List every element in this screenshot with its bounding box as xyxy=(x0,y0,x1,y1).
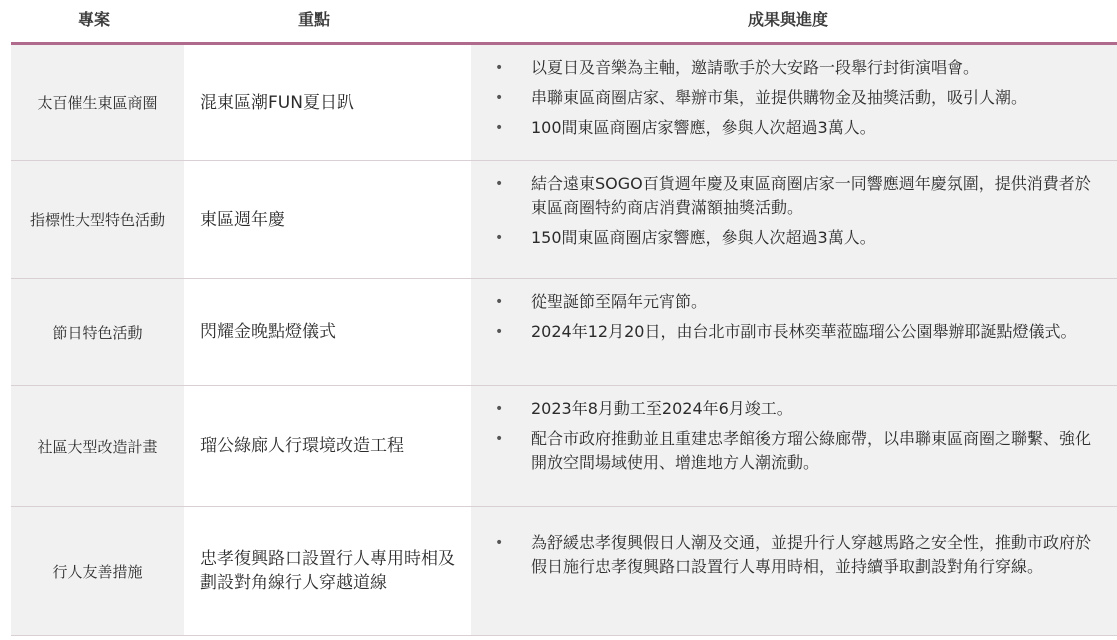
table-header xyxy=(0,0,1117,40)
result-text: 配合市政府推動並且重建忠孝館後方瑠公綠廊帶，以串聯東區商圈之聯繫、強化開放空間場域使用、增進地方人潮流動。 xyxy=(531,429,1092,472)
project-cell: 太百催生東區商圈 xyxy=(11,45,184,160)
project-cell: 社區大型改造計畫 xyxy=(11,386,184,506)
result-item xyxy=(485,427,1103,475)
focus-cell: 忠孝復興路口設置行人專用時相及劃設對角線行人穿越道線 xyxy=(186,507,469,635)
results-cell xyxy=(471,507,1117,635)
result-text: 串聯東區商圈店家、舉辦市集，並提供購物金及抽獎活動，吸引人潮。 xyxy=(531,88,1028,107)
result-item xyxy=(485,397,1103,421)
table-row xyxy=(11,161,1117,279)
result-item xyxy=(485,290,1103,314)
results-cell xyxy=(471,161,1117,278)
bullet-icon: • xyxy=(495,324,504,340)
bullet-icon: • xyxy=(495,431,504,447)
bullet-icon: • xyxy=(495,60,504,76)
header-project: 專案 xyxy=(78,10,111,29)
focus-cell: 瑠公綠廊人行環境改造工程 xyxy=(186,386,469,506)
result-text: 以夏日及音樂為主軸，邀請歌手於大安路一段舉行封街演唱會。 xyxy=(531,58,980,77)
table-row xyxy=(11,507,1117,636)
bullet-icon: • xyxy=(495,294,504,310)
header-focus: 重點 xyxy=(298,10,331,29)
table-row xyxy=(11,386,1117,507)
result-item xyxy=(485,320,1103,344)
result-item xyxy=(485,86,1103,110)
bullet-icon: • xyxy=(495,401,504,417)
bullet-icon: • xyxy=(495,230,504,246)
bullet-icon: • xyxy=(495,176,504,192)
table-row xyxy=(11,279,1117,386)
results-cell xyxy=(471,279,1117,385)
results-cell xyxy=(471,45,1117,160)
focus-cell: 東區週年慶 xyxy=(186,161,469,278)
bullet-icon: • xyxy=(495,535,504,551)
project-cell: 節日特色活動 xyxy=(11,279,184,385)
focus-cell: 閃耀金晚點燈儀式 xyxy=(186,279,469,385)
result-text: 150間東區商圈店家響應，參與人次超過3萬人。 xyxy=(531,228,876,247)
project-cell: 行人友善措施 xyxy=(11,507,184,635)
result-text: 100間東區商圈店家響應，參與人次超過3萬人。 xyxy=(531,118,876,137)
header-results: 成果與進度 xyxy=(748,10,829,29)
table-row xyxy=(11,45,1117,161)
result-item xyxy=(485,56,1103,80)
result-item xyxy=(485,226,1103,250)
bullet-icon: • xyxy=(495,90,504,106)
project-cell: 指標性大型特色活動 xyxy=(11,161,184,278)
result-text: 2024年12月20日，由台北市副市長林奕華蒞臨瑠公公園舉辦耶誕點燈儀式。 xyxy=(531,322,1077,341)
result-item xyxy=(485,172,1103,220)
result-item xyxy=(485,116,1103,140)
result-item xyxy=(485,531,1103,579)
focus-cell: 混東區潮FUN夏日趴 xyxy=(186,45,469,160)
result-text: 為舒緩忠孝復興假日人潮及交通，並提升行人穿越馬路之安全性，推動市政府於假日施行忠孝復興路口設置行人專用時相，並持續爭取劃設對角行穿線。 xyxy=(531,533,1092,576)
result-text: 結合遠東SOGO百貨週年慶及東區商圈店家一同響應週年慶氛圍，提供消費者於東區商圈特約商店消費滿額抽獎活動。 xyxy=(531,174,1091,217)
result-text: 2023年8月動工至2024年6月竣工。 xyxy=(531,399,793,418)
result-text: 從聖誕節至隔年元宵節。 xyxy=(531,292,708,311)
bullet-icon: • xyxy=(495,120,504,136)
results-cell xyxy=(471,386,1117,506)
